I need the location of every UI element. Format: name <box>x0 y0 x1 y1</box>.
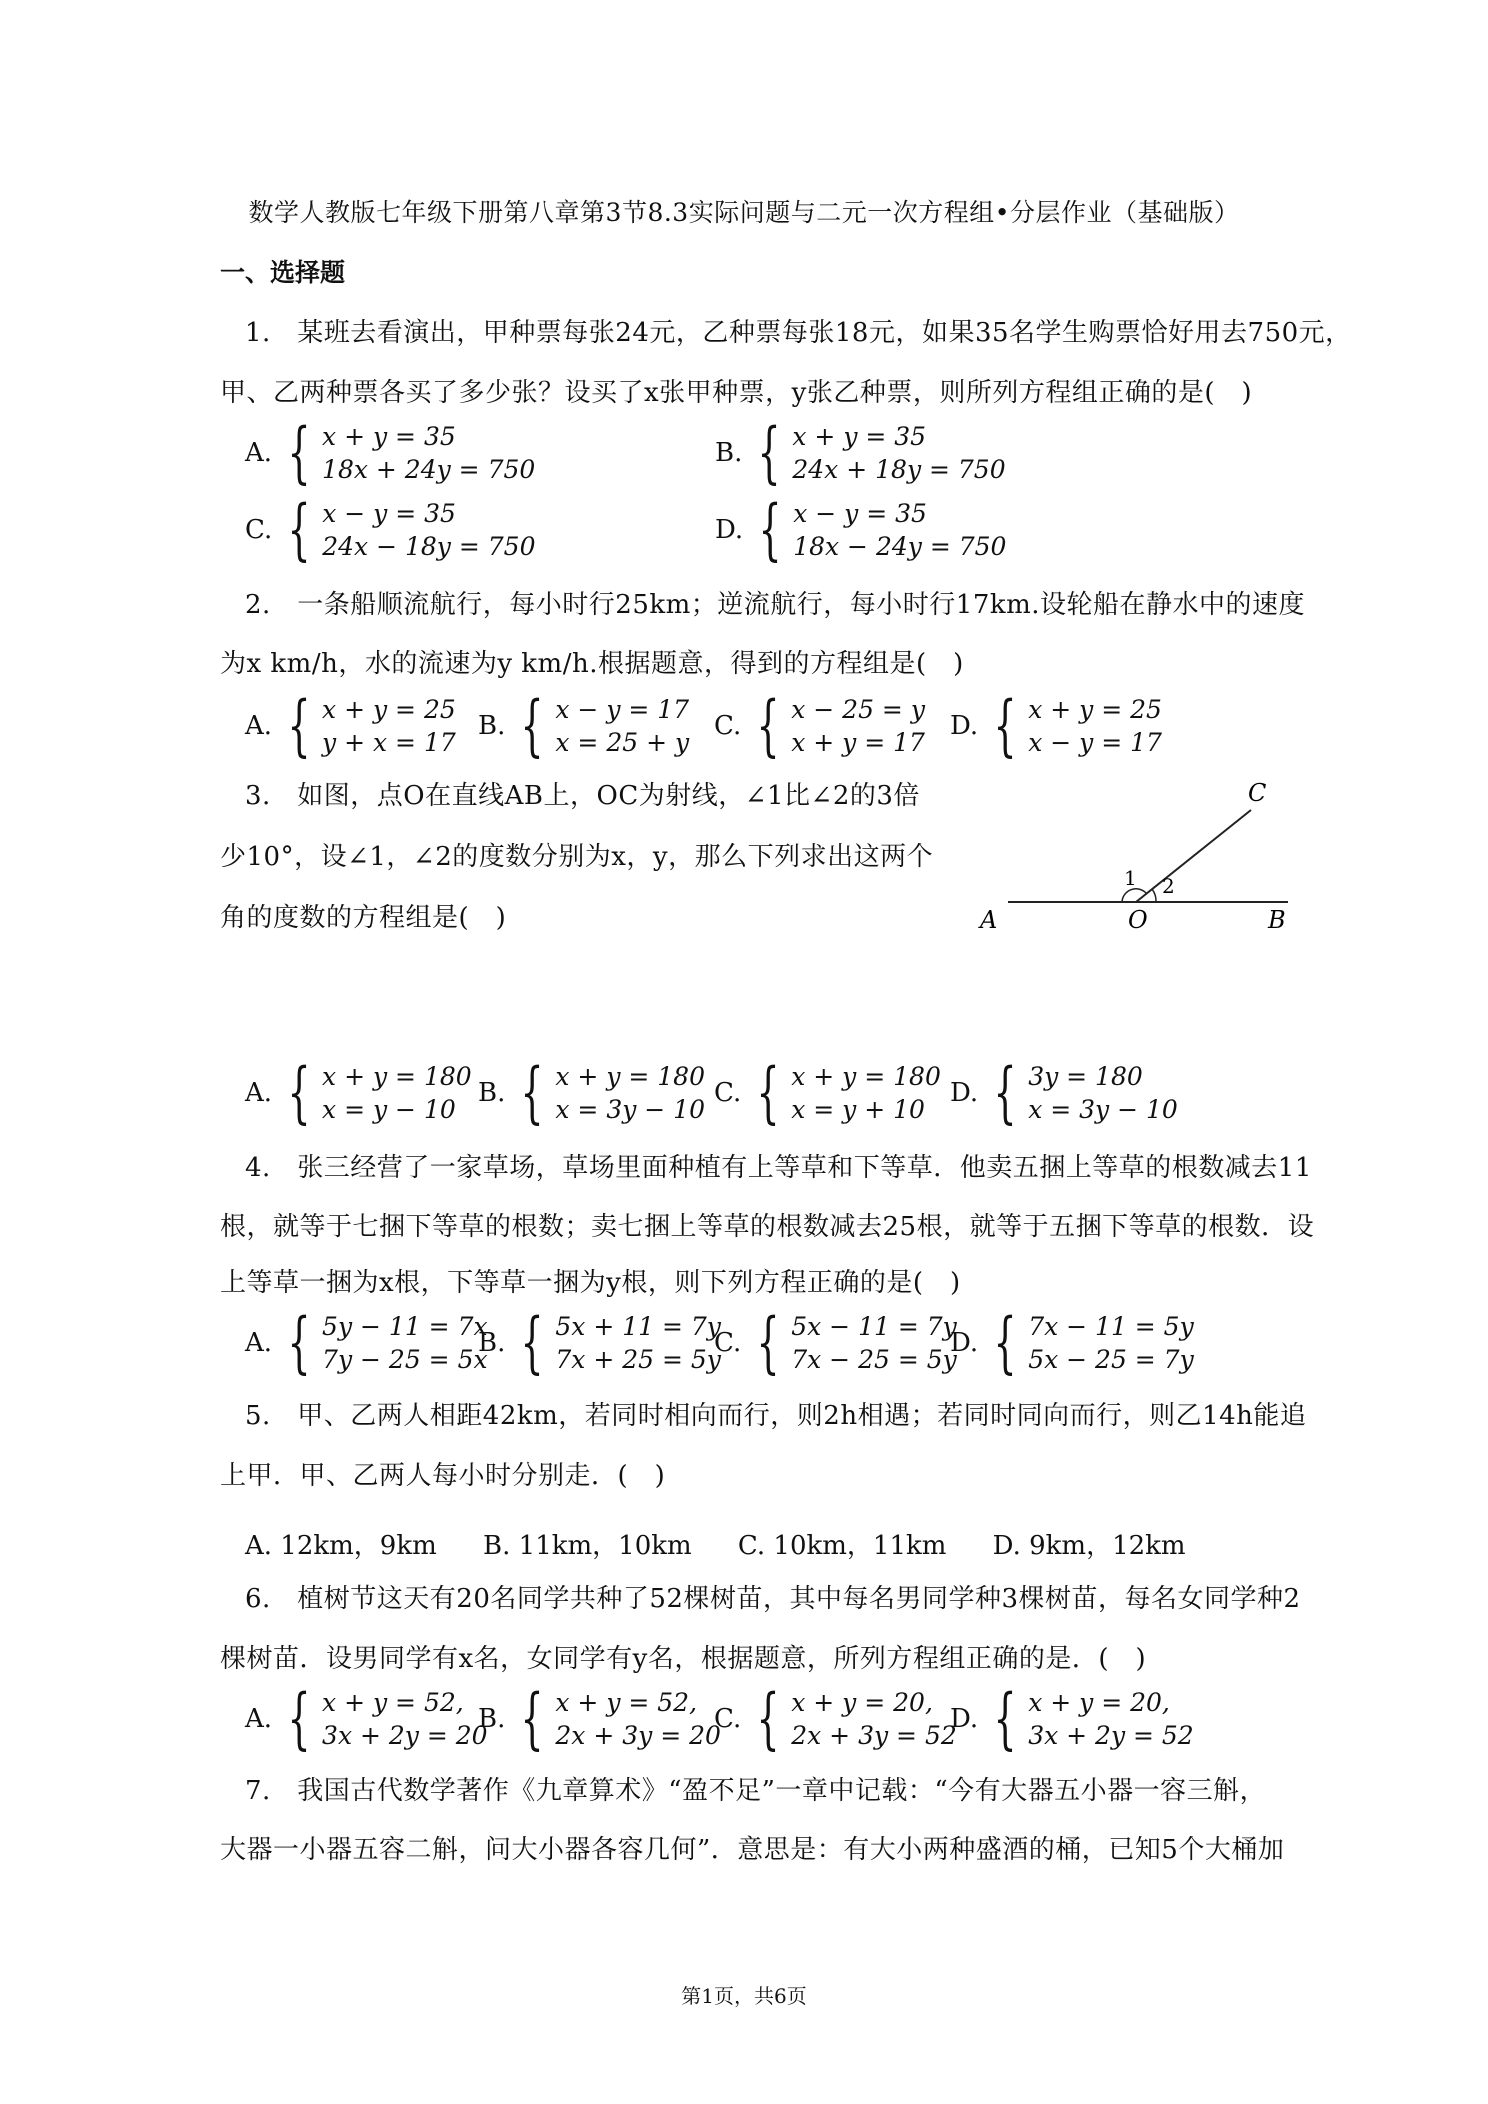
q5-line2: 上甲．甲、乙两人每小时分别走．( ) <box>220 1461 666 1491</box>
equation: x = y + 10 <box>791 1095 925 1124</box>
q4-line1: 4. 张三经营了一家草场，草场里面种植有上等草和下等草．他卖五捆上等草的根数减去11 <box>245 1153 1312 1183</box>
equation: 3y = 180 <box>1028 1062 1143 1091</box>
q7-line2: 大器一小器五容二斛，问大小器各容几何”．意思是：有大小两种盛酒的桶，已知5个大桶加 <box>220 1835 1285 1865</box>
page-title: 数学人教版七年级下册第八章第3节8.3实际问题与二元一次方程组•分层作业（基础版） <box>248 198 1240 227</box>
q4-option-d[interactable] <box>950 1304 1194 1381</box>
q1-option-b[interactable] <box>715 414 1006 491</box>
equation: x + y = 52, <box>322 1688 464 1717</box>
option-label: C. <box>245 515 273 545</box>
point-c-label: C <box>1248 779 1267 807</box>
equation: x + y = 35 <box>792 422 927 451</box>
q1-option-c[interactable] <box>245 491 536 568</box>
option-label: D. <box>950 1328 979 1358</box>
angle-figure <box>978 775 1298 945</box>
q3-option-c[interactable] <box>714 1054 941 1131</box>
brace-icon: { <box>287 1304 311 1381</box>
equation: x + y = 180 <box>322 1062 472 1091</box>
equation: y + x = 17 <box>322 728 456 757</box>
equation: 3x + 2y = 52 <box>1028 1721 1194 1750</box>
equation: x + y = 180 <box>555 1062 705 1091</box>
brace-icon: { <box>756 1680 780 1757</box>
q1-line1: 1. 某班去看演出，甲种票每张24元，乙种票每张18元，如果35名学生购票恰好用去750元， <box>245 318 1352 348</box>
equation: 5x + 11 = 7y <box>555 1312 721 1341</box>
equation: x = y − 10 <box>322 1095 456 1124</box>
equation: x − y = 17 <box>1028 728 1162 757</box>
q5-options <box>245 1525 1224 1562</box>
angle2-label: 2 <box>1162 874 1175 898</box>
option-label: C. <box>714 1328 742 1358</box>
equation: x + y = 35 <box>322 422 456 451</box>
q1-option-a[interactable] <box>245 414 536 491</box>
angle1-label: 1 <box>1124 866 1137 890</box>
q3-option-d[interactable] <box>950 1054 1178 1131</box>
brace-icon: { <box>520 1054 544 1131</box>
option-label: D. <box>950 711 979 741</box>
q2-option-a[interactable] <box>245 687 456 764</box>
option-label: B. <box>478 711 506 741</box>
equation: x + y = 52, <box>555 1688 698 1717</box>
equation: 2x + 3y = 52 <box>791 1721 957 1750</box>
equation: 18x + 24y = 750 <box>322 455 536 484</box>
q1-option-d[interactable] <box>715 491 1007 568</box>
brace-icon: { <box>756 1304 780 1381</box>
q3-line2: 少10°，设∠1，∠2的度数分别为x，y，那么下列求出这两个 <box>220 842 934 872</box>
q5-line1: 5. 甲、乙两人相距42km，若同时相向而行，则2h相遇；若同时同向而行，则乙14h能追 <box>245 1401 1307 1431</box>
option-label: A. <box>245 438 273 468</box>
q6-line1: 6. 植树节这天有20名同学共种了52棵树苗，其中每名男同学种3棵树苗，每名女同学种2 <box>245 1584 1301 1614</box>
option-label: A. <box>245 711 273 741</box>
option-label: B. <box>478 1328 506 1358</box>
brace-icon: { <box>757 414 781 491</box>
equation: 7y − 25 = 5x <box>322 1345 488 1374</box>
q5-option-c[interactable]: C. 10km，11km <box>737 1531 947 1561</box>
q2-option-b[interactable] <box>478 687 690 764</box>
q3-line3: 角的度数的方程组是( ) <box>220 903 507 933</box>
brace-icon: { <box>287 1680 311 1757</box>
q5-option-a[interactable]: A. 12km，9km <box>245 1531 437 1561</box>
brace-icon: { <box>756 687 780 764</box>
option-label: D. <box>950 1078 979 1108</box>
option-label: A. <box>245 1328 273 1358</box>
equation: x + y = 25 <box>322 695 456 724</box>
q7-line1: 7. 我国古代数学著作《九章算术》“盈不足”一章中记载：“今有大器五小器一容三斛， <box>245 1776 1267 1806</box>
equation: 5x − 25 = 7y <box>1028 1345 1194 1374</box>
q6-option-d[interactable] <box>950 1680 1194 1757</box>
equation: 7x − 11 = 5y <box>1028 1312 1194 1341</box>
brace-icon: { <box>993 1054 1017 1131</box>
equation: x = 3y − 10 <box>1028 1095 1178 1124</box>
option-label: C. <box>714 1704 742 1734</box>
point-o-label: O <box>1128 906 1148 934</box>
q2-option-d[interactable] <box>950 687 1162 764</box>
q4-option-b[interactable] <box>478 1304 721 1381</box>
option-label: A. <box>245 1704 273 1734</box>
option-label: C. <box>714 1078 742 1108</box>
brace-icon: { <box>993 687 1017 764</box>
q5-option-b[interactable]: B. 11km，10km <box>483 1531 692 1561</box>
equation: x − y = 35 <box>793 499 927 528</box>
equation: x + y = 20, <box>791 1688 933 1717</box>
equation: x + y = 180 <box>791 1062 941 1091</box>
q3-option-a[interactable] <box>245 1054 472 1131</box>
brace-icon: { <box>520 1680 544 1757</box>
equation: x = 3y − 10 <box>555 1095 705 1124</box>
brace-icon: { <box>993 1304 1017 1381</box>
equation: x − 25 = y <box>791 695 925 724</box>
point-b-label: B <box>1268 906 1286 934</box>
equation: 24x + 18y = 750 <box>792 455 1006 484</box>
q3-option-b[interactable] <box>478 1054 705 1131</box>
brace-icon: { <box>758 491 782 568</box>
q6-option-b[interactable] <box>478 1680 721 1757</box>
q6-option-a[interactable] <box>245 1680 488 1757</box>
brace-icon: { <box>287 491 311 568</box>
equation: 5x − 11 = 7y <box>791 1312 957 1341</box>
q5-option-d[interactable]: D. 9km，12km <box>992 1531 1186 1561</box>
option-label: D. <box>950 1704 979 1734</box>
page-footer: 第1页，共6页 <box>681 1984 807 2008</box>
brace-icon: { <box>287 687 311 764</box>
equation: x − y = 17 <box>555 695 690 724</box>
equation: 7x + 25 = 5y <box>555 1345 721 1374</box>
option-label: A. <box>245 1078 273 1108</box>
brace-icon: { <box>287 414 311 491</box>
equation: 7x − 25 = 5y <box>791 1345 957 1374</box>
equation: 18x − 24y = 750 <box>793 532 1007 561</box>
q2-option-c[interactable] <box>714 687 925 764</box>
section-heading: 一、选择题 <box>220 258 346 287</box>
brace-icon: { <box>520 1304 544 1381</box>
option-label: B. <box>715 438 743 468</box>
q6-option-c[interactable] <box>714 1680 957 1757</box>
q4-option-a[interactable] <box>245 1304 488 1381</box>
equation: x + y = 17 <box>791 728 925 757</box>
option-label: B. <box>478 1078 506 1108</box>
equation: x + y = 25 <box>1028 695 1162 724</box>
q4-line2: 根，就等于七捆下等草的根数；卖七捆上等草的根数减去25根，就等于五捆下等草的根数．设 <box>220 1212 1315 1242</box>
option-label: D. <box>715 515 744 545</box>
equation: 3x + 2y = 20 <box>322 1721 488 1750</box>
q6-line2: 棵树苗．设男同学有x名，女同学有y名，根据题意，所列方程组正确的是．( ) <box>220 1644 1147 1674</box>
equation: x + y = 20, <box>1028 1688 1170 1717</box>
angle2-arc <box>1152 889 1156 902</box>
brace-icon: { <box>287 1054 311 1131</box>
q3-line1: 3. 如图，点O在直线AB上，OC为射线，∠1比∠2的3倍 <box>245 781 920 811</box>
angle1-arc <box>1122 889 1146 902</box>
brace-icon: { <box>993 1680 1017 1757</box>
option-label: B. <box>478 1704 506 1734</box>
brace-icon: { <box>520 687 544 764</box>
point-a-label: A <box>980 906 998 934</box>
q2-line2: 为x km/h，水的流速为y km/h.根据题意，得到的方程组是( ) <box>220 649 964 679</box>
q1-line2: 甲、乙两种票各买了多少张？设买了x张甲种票，y张乙种票，则所列方程组正确的是( ) <box>220 378 1253 408</box>
brace-icon: { <box>756 1054 780 1131</box>
equation: x = 25 + y <box>555 728 690 757</box>
equation: 2x + 3y = 20 <box>555 1721 721 1750</box>
ray-oc <box>1136 810 1251 902</box>
equation: 5y − 11 = 7x <box>322 1312 488 1341</box>
equation: x − y = 35 <box>322 499 456 528</box>
equation: 24x − 18y = 750 <box>322 532 536 561</box>
option-label: C. <box>714 711 742 741</box>
q4-option-c[interactable] <box>714 1304 957 1381</box>
q4-line3: 上等草一捆为x根，下等草一捆为y根，则下列方程正确的是( ) <box>220 1268 961 1298</box>
q2-line1: 2. 一条船顺流航行，每小时行25km；逆流航行，每小时行17km.设轮船在静水中的速度 <box>245 590 1306 620</box>
